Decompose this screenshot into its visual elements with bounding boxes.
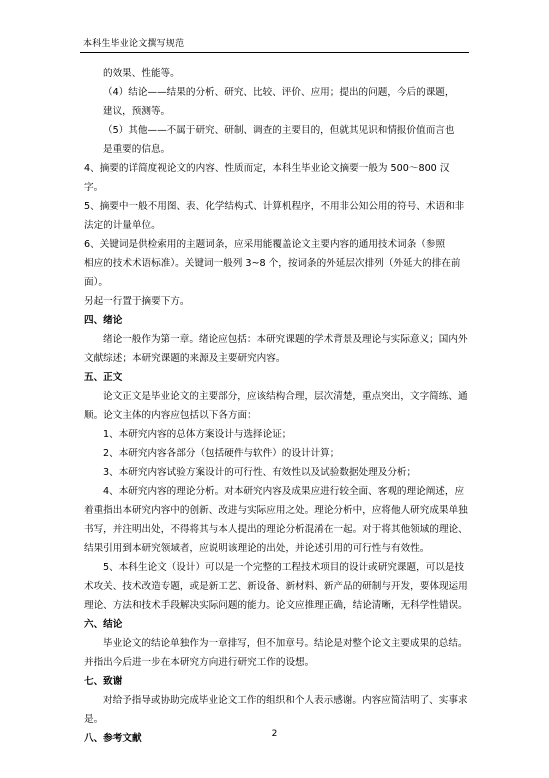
section-heading-acknowledgements: 七、致谢: [84, 676, 123, 687]
list-item: 3、本研究内容试验方案设计的可行性、有效性以及试验数据处理及分析；: [103, 467, 417, 478]
body-line: 结果引用到本研究领域者，应说明该理论的出处，并论述引用的可行性与有效性。: [84, 543, 430, 554]
body-line: 顺。论文主体的内容应包括以下各方面：: [84, 410, 257, 421]
body-line: 文献综述；本研究课题的来源及主要研究内容。: [84, 353, 286, 364]
body-line: 的效果、性能等。: [103, 68, 180, 79]
list-item: 4、本研究内容的理论分析。对本研究内容及成果应进行较全面、客观的理论阐述，应: [103, 486, 465, 497]
body-line: 6、关键词是供检索用的主题词条，应采用能覆盖论文主要内容的通用技术词条（参照: [84, 239, 446, 250]
header-rule: [80, 52, 469, 53]
page-body: [84, 64, 468, 748]
body-line: 对给予指导或协助完成毕业论文工作的组织和个人表示感谢。内容应简洁明了、实事求: [103, 695, 468, 706]
body-line: 4、摘要的详简度视论文的内容、性质而定，本科生毕业论文摘要一般为 500～800 汉字。: [84, 163, 450, 193]
running-header: 本科生毕业论文撰写规范: [83, 39, 185, 49]
body-line: 另起一行置于摘要下方。: [84, 296, 190, 307]
body-line: 并指出今后进一步在本研究方向进行研究工作的设想。: [84, 657, 315, 668]
body-line: 着重指出本研究内容中的创新、改进与实际应用之处。理论分析中，应将他人研究成果单独: [84, 505, 468, 516]
body-line: 建议，预测等。: [103, 106, 171, 117]
body-line: 是重要的信息。: [103, 144, 171, 155]
body-line: 相应的技术术语标准）。关键词一般列 3~8 个，按词条的外延层次排列（外延大的排在前面）。: [84, 258, 461, 288]
body-line: 书写，并注明出处，不得将其与本人提出的理论分析混淆在一起。对于将其他领域的理论、: [84, 524, 468, 535]
body-line: （4）结论——结果的分析、研究、比较、评价、应用；提出的问题，今后的课题，: [103, 87, 455, 98]
body-line: 理论、方法和技术手段解决实际问题的能力。论文应推理正确，结论清晰，无科学性错误。: [84, 600, 468, 611]
section-heading-main-text: 五、正文: [84, 372, 123, 383]
body-line: （5）其他——不属于研究、研制、调查的主要目的，但就其见识和情报价值而言也: [103, 125, 455, 136]
body-line: 是。: [84, 714, 104, 725]
page-number: 2: [271, 729, 278, 739]
body-line: 术攻关、技术改造专题，或是新工艺、新设备、新材料、新产品的研制与开发，要体现运用: [84, 581, 468, 592]
body-line: 5、摘要中一般不用图、表、化学结构式、计算机程序，不用非公知公用的符号、术语和非: [84, 201, 465, 212]
section-heading-conclusion: 六、结论: [84, 619, 123, 630]
list-item: 1、本研究内容的总体方案设计与选择论证；: [103, 429, 292, 440]
body-line: 论文正文是毕业论文的主要部分，应该结构合理，层次清楚，重点突出，文字简练、通: [103, 391, 468, 402]
list-item: 5、本科生论文（设计）可以是一个完整的工程技术项目的设计或研究课题，可以是技: [103, 562, 465, 573]
body-line: 毕业论文的结论单独作为一章排写，但不加章号。结论是对整个论文主要成果的总结。: [103, 638, 468, 649]
body-line: 绪论一般作为第一章。绪论应包括：本研究课题的学术背景及理论与实际意义；国内外: [103, 334, 468, 345]
section-heading-introduction: 四、绪论: [84, 315, 123, 326]
body-line: 法定的计量单位。: [84, 220, 161, 231]
list-item: 2、本研究内容各部分（包括硬件与软件）的设计计算；: [103, 448, 340, 459]
section-heading-references: 八、参考文献: [84, 733, 142, 744]
